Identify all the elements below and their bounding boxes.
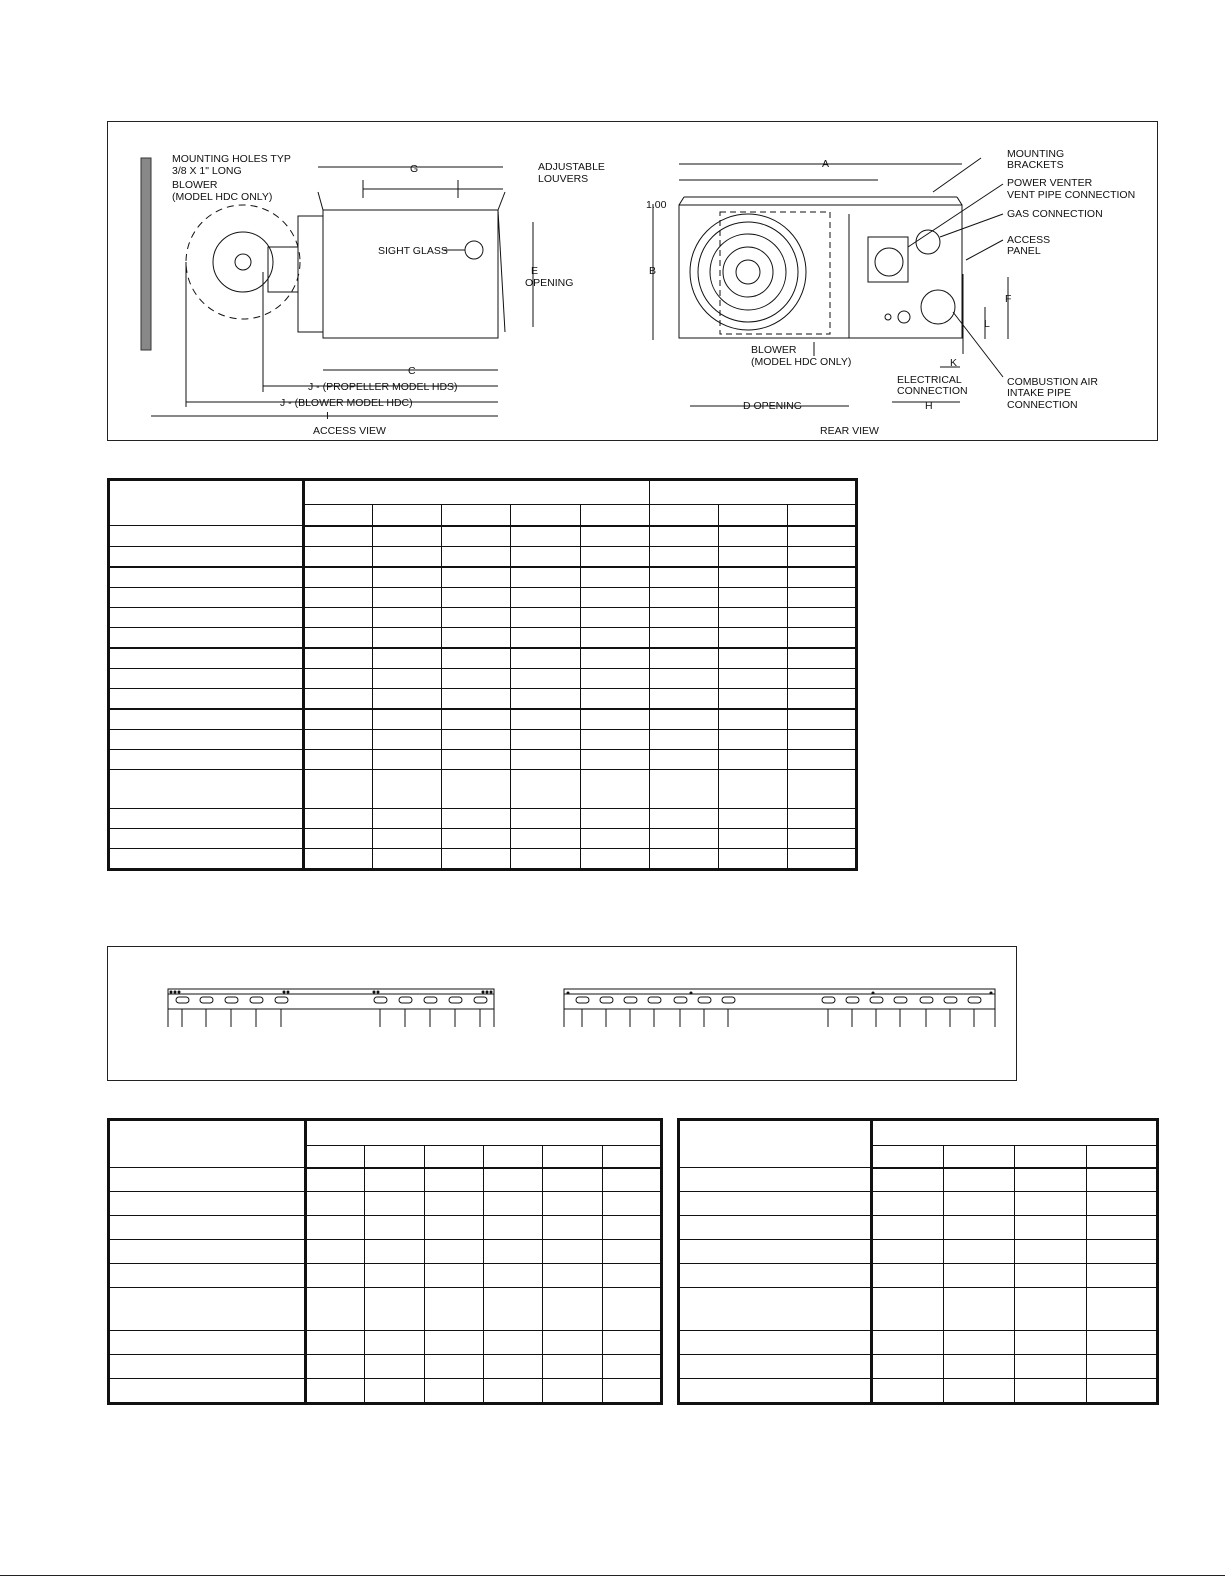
table-header-row <box>109 480 857 505</box>
bracket-dimensions-table-left <box>107 1118 663 1405</box>
rear-fan-guard <box>690 214 806 330</box>
bracket-right <box>564 989 995 1009</box>
table-row <box>109 808 857 828</box>
table-row <box>109 1379 662 1404</box>
table-row <box>679 1288 1158 1331</box>
table-row <box>109 648 857 669</box>
dim-h-label: H <box>925 400 933 412</box>
dim-g-label: G <box>410 163 419 175</box>
bracket-dimensions-table-right <box>677 1118 1159 1405</box>
table-row <box>679 1216 1158 1240</box>
table-row <box>679 1264 1158 1288</box>
mounting-bracket-frame <box>107 946 1017 1081</box>
table-row <box>109 526 857 547</box>
table-row <box>679 1331 1158 1355</box>
table-row <box>109 1288 662 1331</box>
table-row <box>109 769 857 808</box>
table-row <box>109 1331 662 1355</box>
dim-d-opening-label: D OPENING <box>743 400 802 412</box>
table-row <box>109 709 857 730</box>
table-row <box>109 607 857 627</box>
dim-a-label: A <box>822 158 830 170</box>
power-venter-plate <box>868 237 908 282</box>
table-row <box>109 668 857 688</box>
dim-c-label: C <box>408 365 416 377</box>
table-row <box>109 627 857 648</box>
mounting-holes-label: MOUNTING HOLES TYP <box>172 153 291 165</box>
bracket-left <box>168 989 494 1009</box>
wall-hatch <box>141 158 151 350</box>
rear-view-heater-body <box>679 205 962 338</box>
blower-label: BLOWER <box>172 179 218 191</box>
bracket-right-ticks <box>564 1009 995 1027</box>
dimensions-table <box>107 478 858 871</box>
mounting-brackets-label-2: BRACKETS <box>1007 159 1064 171</box>
access-view-caption: ACCESS VIEW <box>313 425 386 437</box>
combustion-air-circle <box>921 290 955 324</box>
table-row <box>679 1355 1158 1379</box>
combustion-air-label: COMBUSTION AIR <box>1007 376 1099 388</box>
dim-k-label: K <box>950 357 958 369</box>
rear-blower-model-label: (MODEL HDC ONLY) <box>751 356 852 368</box>
blower-dashed-outline <box>186 205 300 319</box>
louvers-label: ADJUSTABLE <box>538 161 605 173</box>
dimension-drawing-frame <box>107 121 1158 441</box>
dim-j-blower-label: J - (BLOWER MODEL HDC) <box>280 397 413 409</box>
electrical-connection-label: ELECTRICAL <box>897 374 962 386</box>
page-bottom-rule <box>0 1575 1225 1576</box>
table-row <box>109 729 857 749</box>
dim-e-opening-label: OPENING <box>525 277 574 289</box>
power-venter-label: POWER VENTER <box>1007 177 1093 189</box>
table-row <box>679 1192 1158 1216</box>
electrical-connection-label-2: CONNECTION <box>897 385 968 397</box>
mounting-brackets-label: MOUNTING <box>1007 148 1065 160</box>
table-row <box>109 1240 662 1264</box>
combustion-air-label-2: INTAKE PIPE <box>1007 387 1071 399</box>
rear-blower-label: BLOWER <box>751 344 797 356</box>
table-row <box>109 567 857 588</box>
dim-j-propeller-label: J - (PROPELLER MODEL HDS) <box>308 381 458 393</box>
table-row <box>109 1192 662 1216</box>
dim-f-label: F <box>1005 293 1012 305</box>
dim-l-label: L <box>984 318 990 330</box>
dim-i-label: I <box>326 410 329 422</box>
table-row <box>109 828 857 848</box>
table-row <box>109 688 857 709</box>
dim-100-label: 1.00 <box>646 199 667 211</box>
table-row <box>109 1264 662 1288</box>
access-panel-label: ACCESS <box>1007 234 1051 246</box>
table-row <box>109 1355 662 1379</box>
louvers-label-2: LOUVERS <box>538 173 589 185</box>
mounting-bracket-drawing <box>108 947 1018 1082</box>
table-row <box>679 1168 1158 1192</box>
sight-glass-label: SIGHT GLASS <box>378 245 448 257</box>
table-row <box>109 848 857 869</box>
combustion-air-label-3: CONNECTION <box>1007 399 1078 411</box>
table-row <box>109 749 857 769</box>
dim-e-label: E <box>531 265 539 277</box>
dim-b-label: B <box>649 265 657 277</box>
table-row <box>679 1240 1158 1264</box>
table-row <box>109 1216 662 1240</box>
access-view-heater-body <box>323 210 498 338</box>
dimension-drawing <box>108 122 1159 442</box>
gas-connection-label: GAS CONNECTION <box>1007 208 1103 220</box>
table-row <box>109 546 857 567</box>
mounting-holes-size-label: 3/8 X 1" LONG <box>172 165 242 177</box>
access-panel-label-2: PANEL <box>1007 245 1041 257</box>
blower-model-label: (MODEL HDC ONLY) <box>172 191 273 203</box>
bracket-left-ticks <box>168 1009 494 1027</box>
table-row <box>109 587 857 607</box>
rear-view-caption: REAR VIEW <box>820 425 879 437</box>
table-row <box>109 1168 662 1192</box>
power-venter-label-2: VENT PIPE CONNECTION <box>1007 189 1136 201</box>
table-row <box>679 1379 1158 1404</box>
